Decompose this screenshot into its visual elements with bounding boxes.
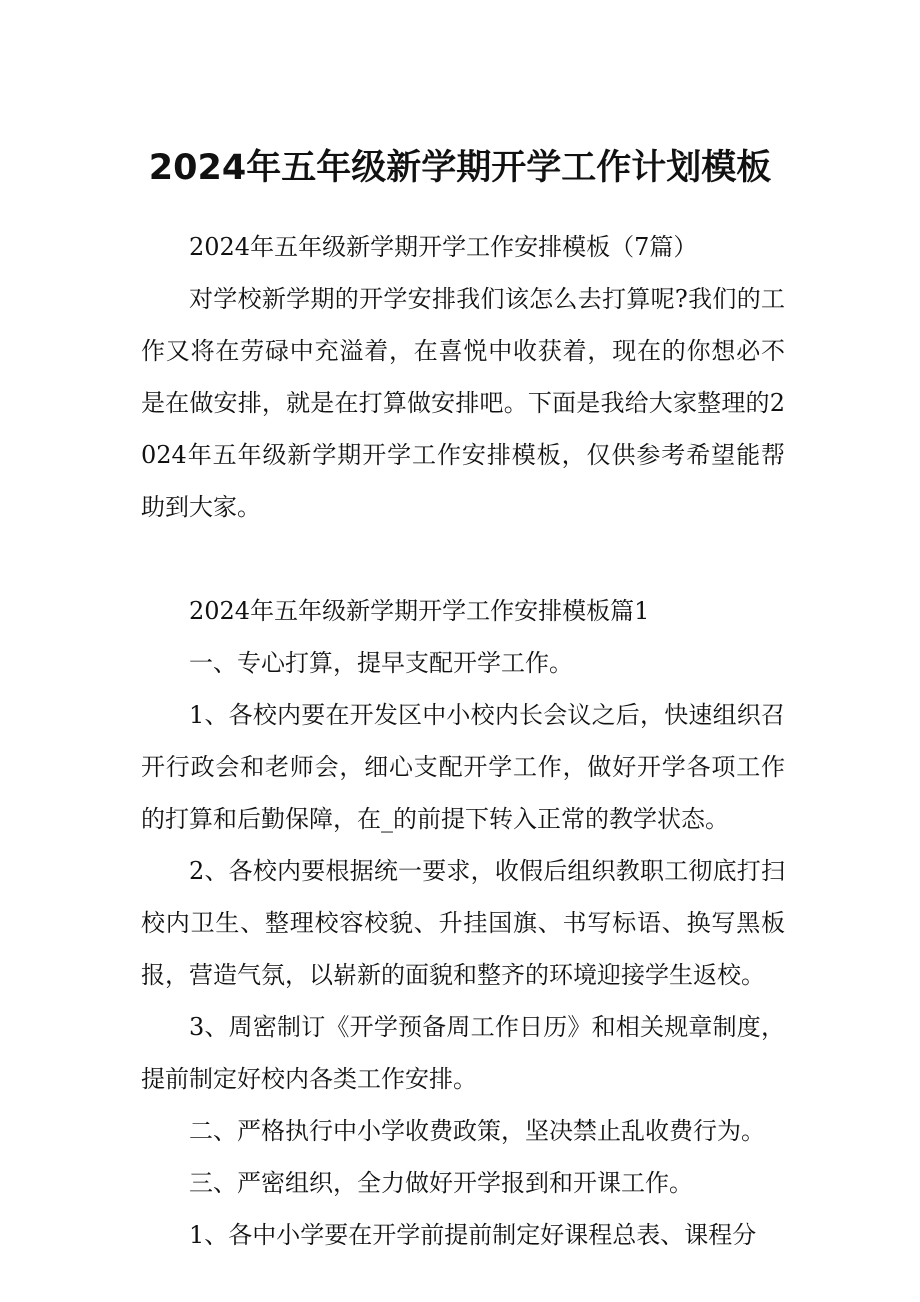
- document-title: 2024年五年级新学期开学工作计划模板: [148, 148, 772, 188]
- body-paragraph: 一、专心打算，提早支配开学工作。: [189, 649, 573, 677]
- body-paragraph: 1、各中小学要在开学前提前制定好课程总表、课程分: [189, 1221, 757, 1249]
- body-paragraph: 1、各校内要在开发区中小校内长会议之后，快速组织召开行政会和老师会，细心支配开学工作，做好开学各项工作的打算和后勤保障，在_的前提下转入正常的教学状态。: [141, 701, 785, 833]
- paragraph-spacer: [141, 533, 785, 585]
- body-paragraph: 2、各校内要根据统一要求，收假后组织教职工彻底打扫校内卫生、整理校容校貌、升挂国旗、书写标语、换写黑板报，营造气氛，以崭新的面貌和整齐的环境迎接学生返校。: [141, 857, 785, 989]
- body-paragraph: 三、严密组织，全力做好开学报到和开课工作。: [189, 1169, 693, 1197]
- intro-paragraph: 对学校新学期的开学安排我们该怎么去打算呢?我们的工作又将在劳碌中充溢着，在喜悦中收获着，现在的你想必不是在做安排，就是在打算做安排吧。下面是我给大家整理的2024年五年级新学期开学工作安排模板，仅供参考希望能帮助到大家。: [141, 285, 785, 521]
- body-paragraph: 二、严格执行中小学收费政策，坚决禁止乱收费行为。: [189, 1117, 765, 1145]
- document-body: [141, 221, 785, 1261]
- section-heading: 2024年五年级新学期开学工作安排模板篇1: [189, 597, 650, 625]
- body-paragraph: 3、周密制订《开学预备周工作日历》和相关规章制度，提前制定好校内各类工作安排。: [141, 1013, 785, 1093]
- subtitle-paragraph: 2024年五年级新学期开学工作安排模板（7篇）: [189, 233, 698, 261]
